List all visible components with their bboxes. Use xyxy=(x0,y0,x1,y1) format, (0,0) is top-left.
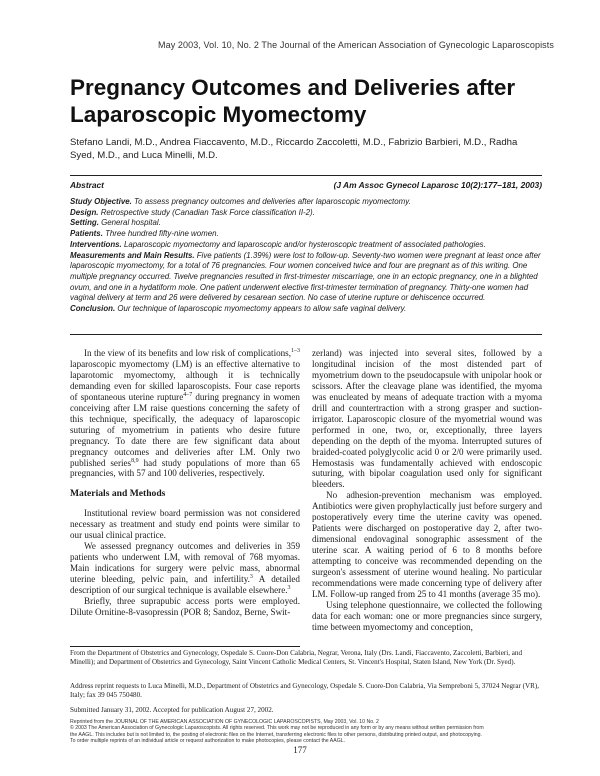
abstract-item xyxy=(70,229,542,240)
citation-ref: 8,9 xyxy=(131,457,139,464)
abstract-heading: Abstract xyxy=(70,180,104,190)
copyright-line: the AAGL. This includes but is not limited to, the posting of electronic files on the Internet, transferring electronic files to other persons, distributing printed output, and photocopying. xyxy=(70,731,482,738)
abstract-label: Patients. xyxy=(70,229,103,239)
abstract-label: Setting. xyxy=(70,218,99,228)
abstract-header xyxy=(70,180,542,190)
journal-citation: (J Am Assoc Gynecol Laparosc 10(2):177–181, 2003) xyxy=(333,180,542,190)
text-run: In the view of its benefits and low risk of complications, xyxy=(84,348,291,358)
abstract-text: General hospital. xyxy=(98,218,161,228)
text-run: had study populations of more than 65 pregnancies, with 57 and 100 deliveries, respectively. xyxy=(70,457,300,479)
affiliation-note: From the Department of Obstetrics and Gynecology, Ospedale S. Cuore-Don Calabria, Negrar, Verona, Italy (Drs. Landi, Fiaccavento, Zaccoletti, Barbieri, and Minelli); and Department of Obstetrics and Gynecology, Saint Vincent Catholic Medical Centers, St. Vincent's Hospital, Staten Island, New York (Dr. Syed). xyxy=(70,649,522,666)
abstract-body xyxy=(70,197,542,315)
citation-ref: 4–7 xyxy=(183,391,193,398)
abstract-text: To assess pregnancy outcomes and deliveries after laparoscopic myomectomy. xyxy=(131,197,411,206)
reprint-note: Address reprint requests to Luca Minelli, M.D., Department of Obstetrics and Gynecology, Ospedale S. Cuore-Don Calabria, Via Sempreboni 5, 37024 Negrar (VR), Italy; fax 39 045 750480. xyxy=(70,682,540,699)
copyright-line: To order multiple reprints of an individual article or request authorization to make photocopies, please contact the AAGL. xyxy=(70,737,346,744)
footnote-rule xyxy=(70,646,300,647)
text-run: laparoscopic myomectomy (LM) is an effective alternative to laparotomic myomectomy, although it is technically demanding even for skilled laparoscopists. Four case reports of spontaneous uterine rupture xyxy=(70,358,300,402)
submission-note: Submitted January 31, 2002. Accepted for publication August 27, 2002. xyxy=(70,706,274,714)
copyright-line: © 2003 The American Association of Gynecologic Laparoscopists. All rights reserved. This work may not be reproduced in any form or by any means without written permission from xyxy=(70,725,484,732)
author-list: Stefano Landi, M.D., Andrea Fiaccavento, M.D., Riccardo Zaccoletti, M.D., Fabrizio Barbieri, M.D., Radha Syed, M.D., and Luca Minelli, M.D. xyxy=(70,137,518,161)
abstract-item xyxy=(70,251,542,305)
abstract-text: Our technique of laparoscopic myomectomy appears to allow safe vaginal delivery. xyxy=(115,304,407,314)
article-title: Pregnancy Outcomes and Deliveries after Laparoscopic Myomectomy xyxy=(70,75,516,127)
running-header: May 2003, Vol. 10, No. 2 The Journal of the American Association of Gynecologic Laparoscopists xyxy=(158,40,554,50)
abstract-label: Interventions. xyxy=(70,239,122,249)
abstract-label: Conclusion. xyxy=(70,304,116,314)
citation-ref: 3 xyxy=(249,574,253,581)
body-paragraph: Using telephone questionnaire, we collected the following data for each woman: one or more pregnancies since surgery, time between myomectomy and conception, xyxy=(312,599,542,632)
citation-ref: 3 xyxy=(287,585,291,592)
right-column xyxy=(312,348,542,633)
abstract-label: Study Objective. xyxy=(70,197,132,206)
citation-ref: 1–3 xyxy=(291,347,300,354)
body-paragraph: zerland) was injected into several sites, followed by a longitudinal incision of the most distended part of myometrium down to the pseudocapsule with unipolar hook or scissors. After the cleavage plane was identified, the myoma was enucleated by means of adequate traction with a myoma drill and countertraction with a strong grasper and suction-irrigator. Laparoscopic closure of the myometrial wound was performed in one, two, or, exceptionally, three layers depending on the depth of the myoma. Interrupted sutures of braided-coated polyglycolic acid 0 or 2/0 were primarily used. Hemostasis was fundamentally achieved with endoscopic suturing, with bipolar coagulation used only for significant bleeders. xyxy=(312,348,542,490)
abstract-item xyxy=(70,218,542,229)
abstract-item xyxy=(70,208,542,219)
copyright-line: Reprinted from the JOURNAL OF THE AMERICAN ASSOCIATION OF GYNECOLOGIC LAPAROSCOPISTS, May 2003, Vol. 10 No. 2 xyxy=(70,719,379,725)
copyright-notice xyxy=(70,719,542,744)
left-column xyxy=(70,348,300,618)
body-paragraph: Briefly, three suprapubic access ports were employed. Dilute Ornitine-8-vasopressin (POR 8; Sandoz, Berne, Swit- xyxy=(70,596,300,617)
body-paragraph: Institutional review board permission was not considered necessary as treatment and study end points were similar to our usual clinical practice. xyxy=(70,508,300,541)
text-run: during pregnancy in women conceiving after LM raise questions concerning the safety of this technique, specifically, the adequacy of laparoscopic suturing of myometrium in patients who desire future pregnancy. To date there are few significant data about pregnancy outcomes and deliveries after LM. Only two published series xyxy=(70,391,300,468)
section-heading: Materials and Methods xyxy=(70,488,166,500)
abstract-item xyxy=(70,240,542,251)
abstract-top-rule xyxy=(70,175,542,176)
abstract-text: Retrospective study (Canadian Task Force classification II-2). xyxy=(98,207,315,217)
abstract-label: Design. xyxy=(70,207,99,217)
body-paragraph: No adhesion-prevention mechanism was employed. Antibiotics were given prophylactically just before surgery and postoperatively every time the uterine cavity was opened. Patients were discharged on postoperative day 2, after two-dimensional endovaginal sonographic assessment of the uterine scar. A waiting period of 6 to 8 months before attempting to conceive was recommended depending on the surgeon's assessment of uterine wound healing. No particular recommendations were made concerning type of delivery after LM. Follow-up ranged from 25 to 41 months (average 35 mo). xyxy=(312,490,542,599)
abstract-text: Laparoscopic myomectomy and laparoscopic and/or hysteroscopic treatment of associated pathologies. xyxy=(121,239,486,249)
text-run: We assessed pregnancy outcomes and deliveries in 359 patients who underwent LM, with removal of 768 myomas. Main indications for surgery were pelvic mass, abnormal uterine bleeding, pelvic pain, and infertility. xyxy=(70,541,300,585)
page-number: 177 xyxy=(293,745,307,755)
abstract-bottom-rule xyxy=(70,334,542,335)
abstract-text: Five patients (1.39%) were lost to follow-up. Seventy-two women were pregnant at least once after laparoscopic myomectomy, for a total of 76 pregnancies. Four women conceived twice and four are pregnant as of this writing. One multiple pregnancy occurred. Twelve pregnancies resulted in first-trimester miscarriage, one in an ectopic pregnancy, one in a blighted ovum, and one in a hydatiform mole. One patient underwent elective first-trimester termination of pregnancy. Thirty-one women had vaginal delivery at term and 26 were delivered by cesarean section. No case of uterine rupture or dehiscence occurred. xyxy=(70,250,541,303)
body-paragraph xyxy=(70,541,300,596)
intro-paragraph xyxy=(70,348,300,479)
abstract-item xyxy=(70,197,542,208)
abstract-text: Three hundred fifty-nine women. xyxy=(102,229,219,239)
abstract-label: Measurements and Main Results. xyxy=(70,250,195,260)
text-run: A detailed description of our surgical technique is available elsewhere. xyxy=(70,574,300,596)
abstract-item xyxy=(70,304,542,315)
